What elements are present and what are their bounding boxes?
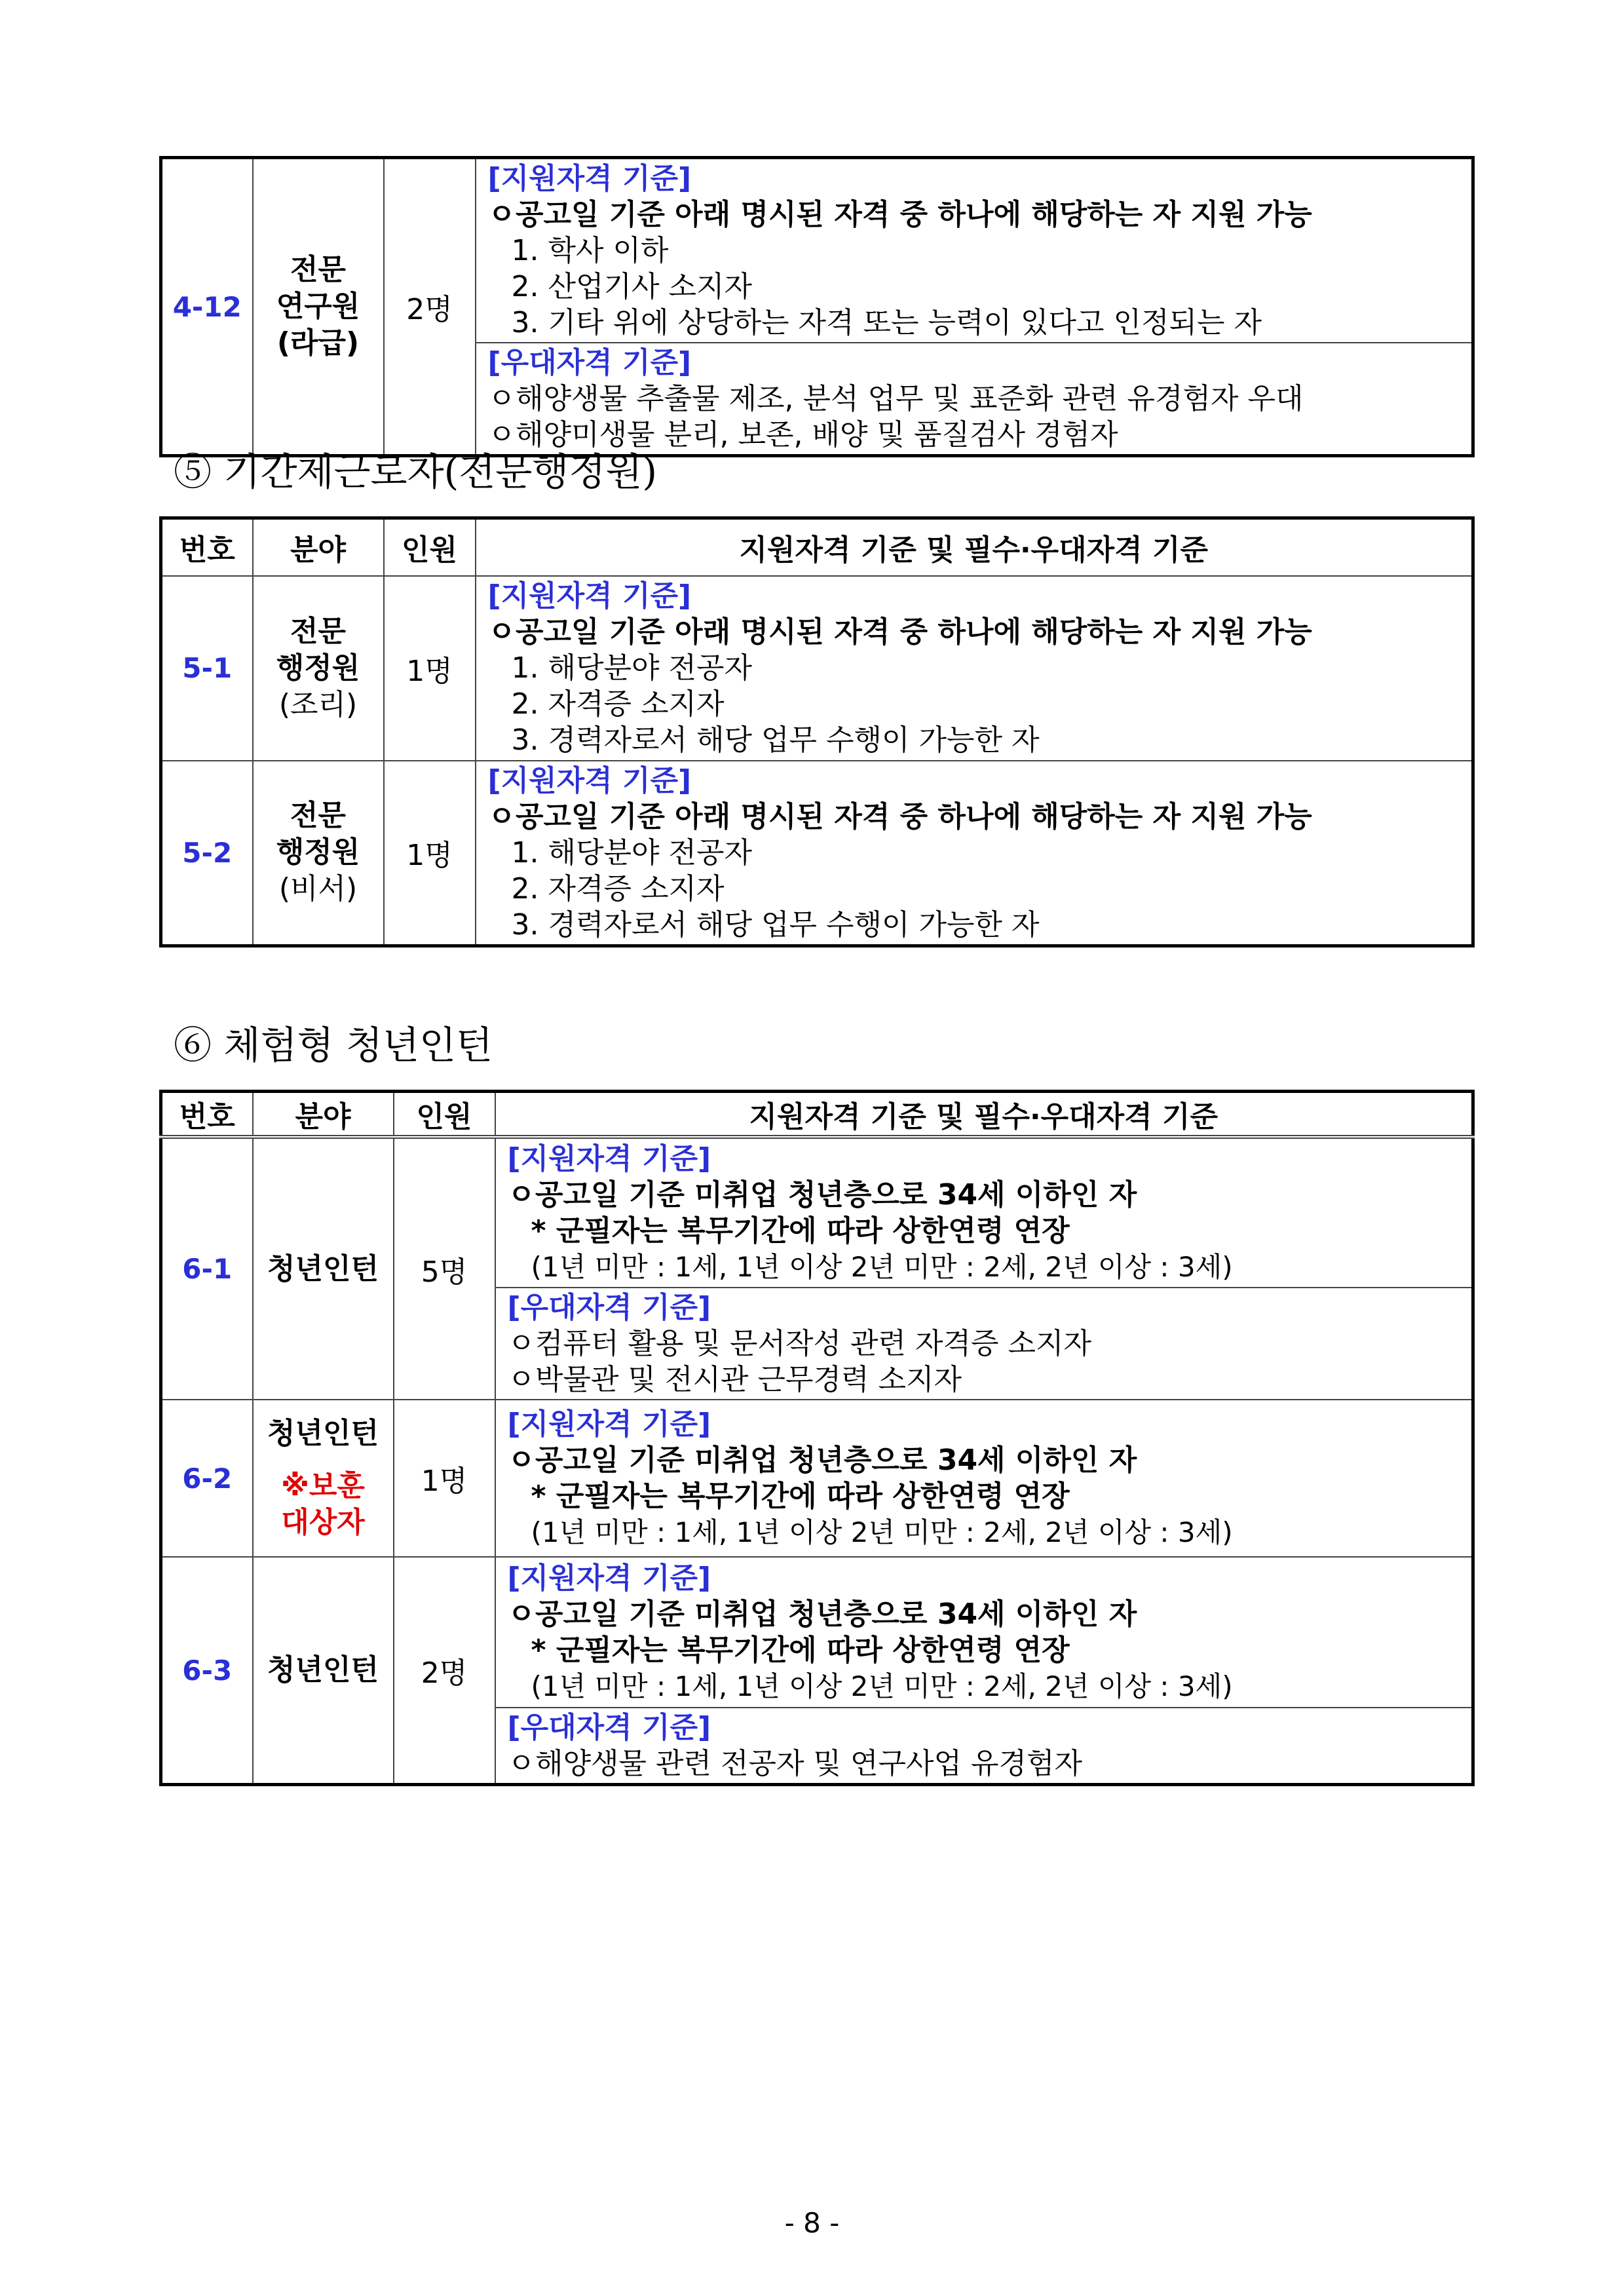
field-cell <box>253 1400 394 1557</box>
required-criteria <box>495 1400 1473 1557</box>
required-label: [지원자격 기준] <box>487 162 692 195</box>
field-line: (조리) <box>278 687 358 721</box>
required-label: [지원자격 기준] <box>487 579 692 613</box>
field-cell <box>253 761 384 946</box>
required-item: 3. 경력자로서 해당 업무 수행이 가능한 자 <box>511 908 1040 942</box>
required-criteria <box>476 576 1473 761</box>
required-bullet: ㅇ공고일 기준 아래 명시된 자격 중 하나에 해당하는 자 지원 가능 <box>487 198 1312 231</box>
header-field: 분야 <box>253 1092 394 1138</box>
header-number: 번호 <box>161 1092 253 1138</box>
preferred-item: ㅇ컴퓨터 활용 및 문서작성 관련 자격증 소지자 <box>507 1327 1091 1360</box>
required-note: * 군필자는 복무기간에 따라 상한연령 연장 <box>531 1634 1070 1667</box>
table-row <box>161 158 1473 343</box>
headcount: 1명 <box>384 761 476 946</box>
row-number: 4-12 <box>161 158 253 456</box>
row-number: 5-1 <box>161 576 253 761</box>
required-criteria <box>476 158 1473 343</box>
field-cell <box>253 1557 394 1785</box>
field-label: 청년인턴 <box>267 1653 379 1687</box>
row-number: 6-3 <box>161 1557 253 1785</box>
header-field: 분야 <box>253 518 384 576</box>
header-criteria: 지원자격 기준 및 필수·우대자격 기준 <box>476 518 1473 576</box>
headcount: 5명 <box>394 1137 495 1400</box>
row-number: 6-1 <box>161 1137 253 1400</box>
field-line: 행정원 <box>276 835 360 869</box>
preferred-item: ㅇ해양생물 추출물 제조, 분석 업무 및 표준화 관련 유경험자 우대 <box>487 382 1304 415</box>
headcount: 2명 <box>384 158 476 456</box>
table-header-row <box>161 518 1473 576</box>
field-line: 연구원 <box>276 290 360 323</box>
table-row <box>161 576 1473 761</box>
required-label: [지원자격 기준] <box>507 1142 711 1176</box>
preferred-item: ㅇ박물관 및 전시관 근무경력 소지자 <box>507 1363 962 1396</box>
preferred-criteria <box>495 1288 1473 1400</box>
field-cell <box>253 158 384 456</box>
required-item: 1. 해당분야 전공자 <box>511 651 752 685</box>
preferred-criteria <box>476 343 1473 456</box>
field-label: 청년인턴 <box>267 1252 379 1286</box>
headcount: 1명 <box>384 576 476 761</box>
table-row <box>161 761 1473 946</box>
required-note: * 군필자는 복무기간에 따라 상한연령 연장 <box>531 1480 1070 1513</box>
field-cell <box>253 1137 394 1400</box>
preferred-criteria <box>495 1708 1473 1785</box>
table-4-continuation <box>159 156 1475 457</box>
section-5-title: ⑤ 기간제근로자(전문행정원) <box>174 450 658 494</box>
field-line: 전문 <box>290 799 346 832</box>
veteran-note: 대상자 <box>281 1506 365 1539</box>
preferred-label: [우대자격 기준] <box>507 1291 711 1324</box>
table-5 <box>159 516 1475 947</box>
header-criteria: 지원자격 기준 및 필수·우대자격 기준 <box>495 1092 1473 1138</box>
required-detail: (1년 미만 : 1세, 1년 이상 2년 미만 : 2세, 2년 이상 : 3세) <box>531 1516 1233 1548</box>
page-number: - 8 - <box>784 2207 840 2239</box>
field-line: 전문 <box>290 253 346 286</box>
preferred-item: ㅇ해양생물 관련 전공자 및 연구사업 유경험자 <box>507 1747 1083 1780</box>
field-line: (비서) <box>278 872 358 906</box>
preferred-label: [우대자격 기준] <box>507 1711 711 1744</box>
field-line: 전문 <box>290 614 346 648</box>
header-count: 인원 <box>384 518 476 576</box>
required-bullet: ㅇ공고일 기준 미취업 청년층으로 34세 이하인 자 <box>507 1598 1137 1631</box>
required-item: 3. 기타 위에 상당하는 자격 또는 능력이 있다고 인정되는 자 <box>511 306 1262 339</box>
header-count: 인원 <box>394 1092 495 1138</box>
required-criteria <box>495 1137 1473 1288</box>
required-detail: (1년 미만 : 1세, 1년 이상 2년 미만 : 2세, 2년 이상 : 3세) <box>531 1251 1233 1283</box>
table-row <box>161 1137 1473 1288</box>
field-line: (라급) <box>276 326 360 360</box>
required-item: 1. 학사 이하 <box>511 234 669 267</box>
header-number: 번호 <box>161 518 253 576</box>
field-line: 행정원 <box>276 651 360 685</box>
required-bullet: ㅇ공고일 기준 미취업 청년층으로 34세 이하인 자 <box>507 1444 1137 1477</box>
headcount: 1명 <box>394 1400 495 1557</box>
required-bullet: ㅇ공고일 기준 미취업 청년층으로 34세 이하인 자 <box>507 1178 1137 1212</box>
section-6-title: ⑥ 체험형 청년인턴 <box>174 1023 493 1067</box>
table-6 <box>159 1090 1475 1786</box>
table-header-row <box>161 1092 1473 1138</box>
preferred-label: [우대자격 기준] <box>487 346 692 379</box>
required-item: 1. 해당분야 전공자 <box>511 835 752 870</box>
required-item: 2. 자격증 소지자 <box>511 871 725 906</box>
required-note: * 군필자는 복무기간에 따라 상한연령 연장 <box>531 1214 1070 1248</box>
field-cell <box>253 576 384 761</box>
headcount: 2명 <box>394 1557 495 1785</box>
required-criteria <box>476 761 1473 946</box>
required-item: 2. 자격증 소지자 <box>511 687 725 721</box>
required-item: 3. 경력자로서 해당 업무 수행이 가능한 자 <box>511 723 1040 757</box>
required-bullet: ㅇ공고일 기준 아래 명시된 자격 중 하나에 해당하는 자 지원 가능 <box>487 799 1312 833</box>
required-criteria <box>495 1557 1473 1708</box>
required-bullet: ㅇ공고일 기준 아래 명시된 자격 중 하나에 해당하는 자 지원 가능 <box>487 615 1312 649</box>
row-number: 5-2 <box>161 761 253 946</box>
row-number: 6-2 <box>161 1400 253 1557</box>
field-label: 청년인턴 <box>267 1417 379 1450</box>
required-detail: (1년 미만 : 1세, 1년 이상 2년 미만 : 2세, 2년 이상 : 3세) <box>531 1670 1233 1702</box>
table-row <box>161 1400 1473 1557</box>
required-label: [지원자격 기준] <box>487 763 692 797</box>
veteran-note: ※보훈 <box>281 1469 365 1502</box>
required-label: [지원자격 기준] <box>507 1407 711 1441</box>
table-row <box>161 1557 1473 1708</box>
required-label: [지원자격 기준] <box>507 1561 711 1595</box>
preferred-item: ㅇ해양미생물 분리, 보존, 배양 및 품질검사 경험자 <box>487 418 1118 451</box>
required-item: 2. 산업기사 소지자 <box>511 270 752 303</box>
